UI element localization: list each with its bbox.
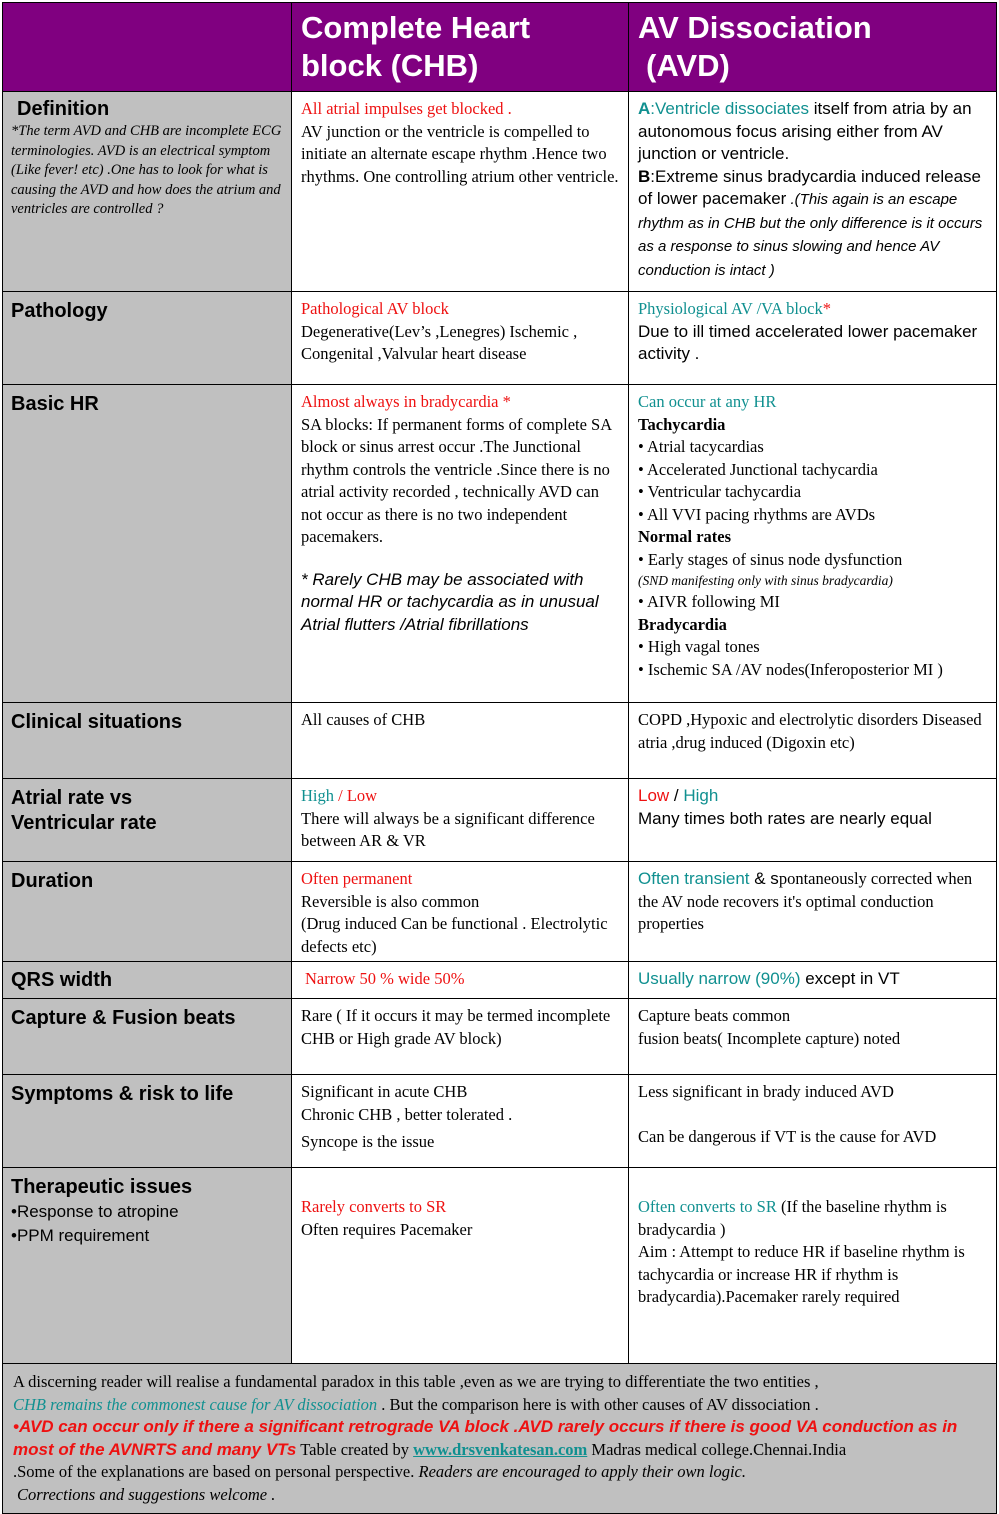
list-item: • Early stages of sinus node dysfunction (638, 549, 903, 569)
avd-cell: Capture beats common fusion beats( Incomplete capture) noted (638, 1006, 901, 1048)
row-label: Duration (11, 870, 94, 892)
list-item: • Ischemic SA /AV nodes(Inferoposterior MI ) (638, 659, 943, 679)
avd-cell: Physiological AV /VA block* Due to ill timed accelerated lower pacemaker activity . (638, 299, 978, 363)
list-item: • Atrial tacycardias (638, 437, 764, 456)
chb-cell: Rarely converts to SR Often requires Pacemaker (292, 1168, 629, 1363)
header-avd: AV Dissociation (AVD) (638, 10, 872, 83)
row-label: Ventricular rate (11, 812, 157, 834)
chb-cell: Pathological AV block Degenerative(Lev’s ,Lenegres) Ischemic , Congenital ,Valvular heart disease (292, 292, 629, 384)
list-item: • Accelerated Junctional tachycardia (638, 459, 878, 479)
list-item: • All VVI pacing rhythms are AVDs (638, 504, 876, 524)
row-label: QRS width (11, 969, 113, 991)
label-cell (3, 1075, 292, 1167)
header-chb: Complete Heart block (CHB) (292, 3, 629, 91)
label-cell (3, 779, 292, 861)
chb-cell: All atrial impulses get blocked . AV junction or the ventricle is compelled to initiate an alternate escape rhythm .Hence two rhythms. One controlling atrium other ventricle. (292, 92, 629, 291)
row-label: Pathology (11, 300, 108, 322)
avd-cell: Usually narrow (90%) except in VT (638, 969, 900, 988)
chb-cell: High / Low There will always be a significant difference between AR & VR (292, 779, 629, 861)
row-label: Capture & Fusion beats (11, 1007, 236, 1029)
label-cell (3, 292, 292, 384)
list-item: • AIVR following MI (638, 592, 780, 611)
list-item: • High vagal tones (638, 637, 760, 656)
footer-note: A discerning reader will realise a fundamental paradox in this table ,even as we are trying to differentiate the two entities , CHB remains the commonest cause for AV dissociation . But the comparison here is with other causes of AV dissociation . •AVD can occur only if there a significant retrograde VA block .AVD rarely occurs if there is good VA conduction as in most of the AVNRTS and many VTs Table created by www.drsvenkatesan.com Madras medical college.Chennai.India .Some of the explanations are based on personal perspective. Readers are encouraged to apply their own logic. Corrections and suggestions welcome . (3, 1364, 996, 1513)
row-label: Symptoms & risk to life (11, 1083, 234, 1105)
row-duration (3, 862, 996, 962)
label-cell: Therapeutic issues •Response to atropine •PPM requirement (3, 1168, 292, 1363)
row-pathology (3, 292, 996, 385)
header-blank-cell (3, 3, 292, 91)
row-label: Basic HR (11, 393, 99, 415)
row-label: Therapeutic issues (11, 1176, 193, 1198)
comparison-table (2, 2, 997, 1514)
avd-cell: Often converts to SR (If the baseline rhythm is bradycardia ) Aim : Attempt to reduce HR if baseline rhythm is tachycardia or increase HR if rhythm is bradycardia).Pacemaker rarely required (638, 1197, 965, 1306)
row-symptoms (3, 1075, 996, 1168)
chb-cell: Often permanent Reversible is also common (Drug induced Can be functional . Electrolytic defects etc) (292, 862, 629, 961)
label-cell (3, 962, 292, 998)
row-footer (3, 1364, 996, 1513)
row-rates (3, 779, 996, 862)
avd-cell: Can occur at any HR Tachycardia • Atrial tacycardias • Accelerated Junctional tachycardia • Ventricular tachycardia • All VVI pacing rhythms are AVDs Normal rates • Early stages of sinus node dysfunction (SND manifesting only with sinus bradycardia) • AIVR following MI Bradycardia • High vagal tones • Ischemic SA /AV nodes(Inferoposterior MI ) (629, 385, 996, 702)
list-item: • Ventricular tachycardia (638, 482, 802, 501)
label-cell (3, 92, 292, 291)
chb-cell: Significant in acute CHB Chronic CHB , better tolerated . Syncope is the issue (292, 1075, 629, 1167)
chb-cell: Rare ( If it occurs it may be termed incomplete CHB or High grade AV block) (292, 999, 629, 1074)
header-row (3, 3, 996, 92)
definition-note: *The term AVD and CHB are incomplete ECG terminologies. AVD is an electrical symptom (Like fever! etc) .One has to look for what is causing the AVD and how does the atrium and ventricles are controlled ? (11, 123, 282, 217)
chb-cell: Almost always in bradycardia * SA blocks: If permanent forms of complete SA block or sinus arrest occur .The Junctional rhythm controls the ventricle .Since there is no atrial activity recorded , technically AVD can not occur as there is no two independent pacemakers. * Rarely CHB may be associated with normal HR or tachycardia as in unusual Atrial flutters /Atrial fibrillations (292, 385, 629, 702)
row-label: Atrial rate vs (11, 787, 133, 809)
row-clinical (3, 703, 996, 779)
label-cell (3, 862, 292, 961)
label-cell (3, 385, 292, 702)
label-cell (3, 703, 292, 778)
row-therapeutic (3, 1168, 996, 1364)
row-label: Clinical situations (11, 711, 183, 733)
chb-cell: Narrow 50 % wide 50% (292, 962, 629, 998)
avd-cell: A:Ventricle dissociates itself from atria by an autonomous focus arising either from AV junction or ventricle. B:Extreme sinus bradycardia induced release of lower pacemaker .(This again is an escape rhythm as in CHB but the only difference is it occurs as a response to sinus slowing and hence AV conduction is intact ) (638, 99, 983, 279)
row-qrs (3, 962, 996, 999)
avd-cell: Often transient & spontaneously corrected when the AV node recovers it's optimal conduction properties (638, 869, 973, 933)
avd-cell: Low / High Many times both rates are nearly equal (638, 786, 932, 828)
chb-cell: All causes of CHB (292, 703, 629, 778)
row-basic-hr (3, 385, 996, 703)
row-definition (3, 92, 996, 292)
row-capture (3, 999, 996, 1075)
website-link[interactable]: www.drsvenkatesan.com (413, 1439, 588, 1459)
avd-cell: COPD ,Hypoxic and electrolytic disorders Diseased atria ,drug induced (Digoxin etc) (638, 710, 982, 752)
avd-cell: Less significant in brady induced AVD Can be dangerous if VT is the cause for AVD (638, 1082, 937, 1146)
label-cell (3, 999, 292, 1074)
row-label: Definition (17, 98, 110, 120)
